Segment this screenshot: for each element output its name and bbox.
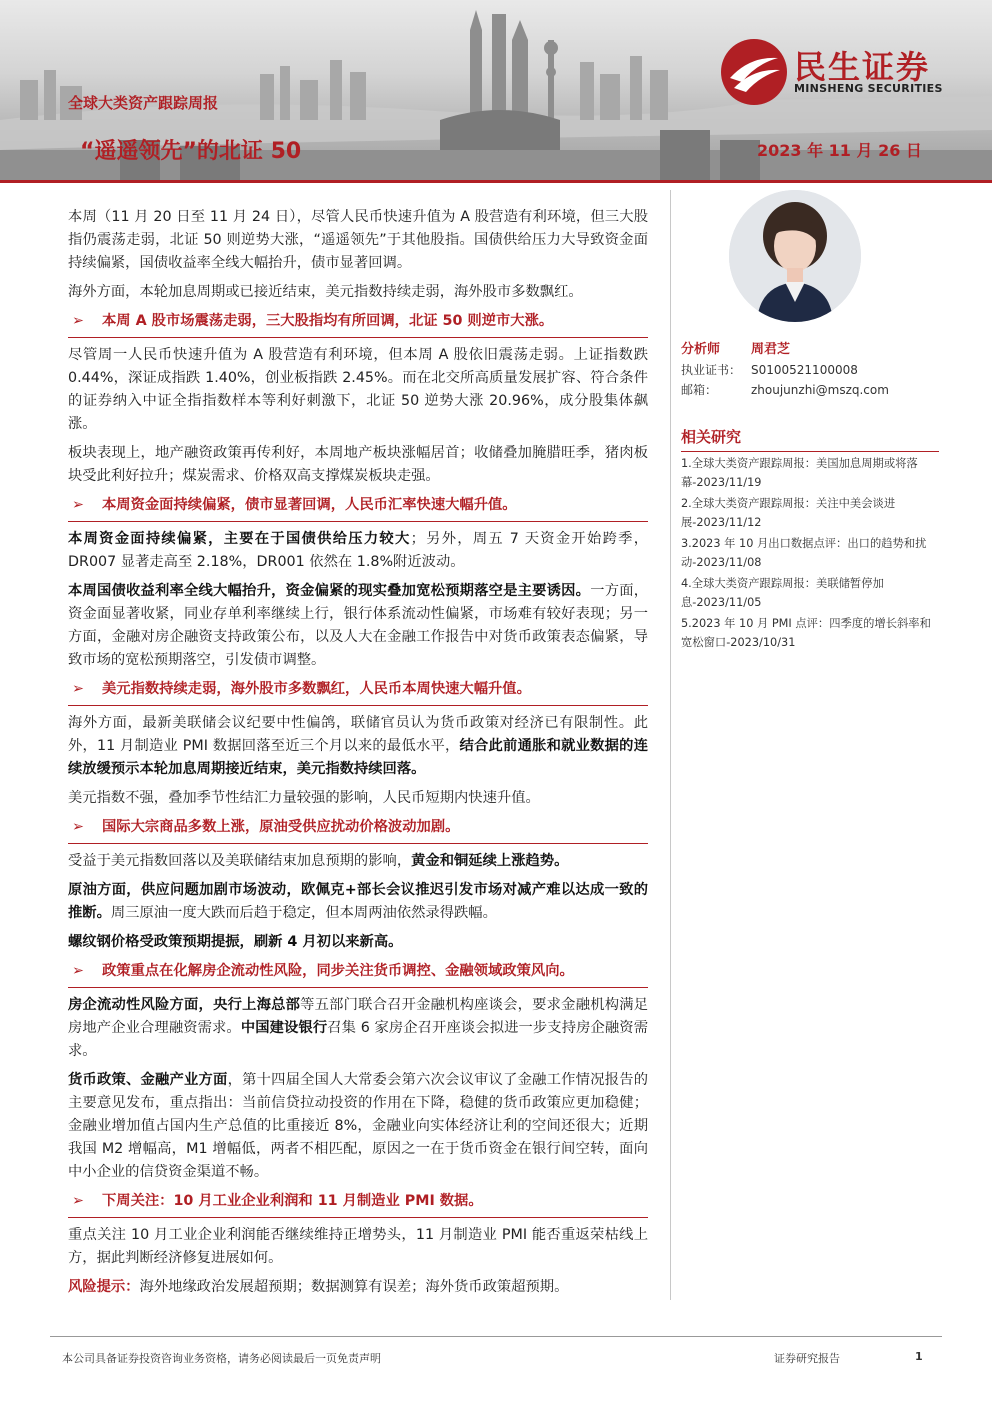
analyst-role-label: 分析师 (681, 342, 721, 357)
body-text: 美元指数不强，叠加季节性结汇力量较强的影响，人民币短期内快速升值。 (68, 790, 540, 806)
body-text: 海外方面，最新美联储会议纪要中性偏鸽，联储官员认为货币政策对经济已有限制性。此外，11 月制造业 PMI 数据回落至近三个月以来的最低水平， (68, 715, 648, 754)
section-paragraph (68, 931, 648, 954)
analyst-email-label: 邮箱： (681, 383, 718, 397)
emphasis-text: 黄金和铜延续上涨趋势。 (411, 853, 569, 869)
emphasis-text: 货币政策、金融产业方面 (68, 1072, 228, 1088)
bullet-arrow-icon: ➢ (72, 497, 84, 513)
bullet-arrow-icon: ➢ (72, 1193, 84, 1209)
report-series: 全球大类资产跟踪周报 (68, 94, 219, 112)
emphasis-text: 原油方面，供应问题加剧市场波动，欧佩克+部长会议推迟引发市场对减产难以达成一致的推断。 (68, 882, 648, 921)
page-number: 1 (915, 1350, 923, 1363)
section-heading (68, 678, 648, 706)
related-research-title: 相关研究 (681, 426, 939, 452)
related-research-item[interactable]: 3.2023 年 10 月出口数据点评：出口的趋势和扰动-2023/11/08 (681, 537, 927, 569)
analyst-email-row (681, 380, 939, 400)
section-heading-text: 下周关注：10 月工业企业利润和 11 月制造业 PMI 数据。 (102, 1193, 483, 1209)
analyst-name-row (681, 340, 939, 360)
emphasis-text: 央行上海总部 (213, 997, 301, 1013)
bullet-arrow-icon: ➢ (72, 963, 84, 979)
section-heading-text: 国际大宗商品多数上涨，原油受供应扰动价格波动加剧。 (102, 819, 460, 835)
body-text: 召集 6 家房企召开座谈会拟进一步支持房企融资需求。 (68, 1020, 649, 1059)
report-date: 2023 年 11 月 26 日 (757, 141, 922, 160)
section-heading (68, 310, 648, 338)
section-paragraph (68, 1224, 648, 1270)
section-heading-text: 政策重点在化解房企流动性风险，同步关注货币调控、金融领域政策风向。 (102, 963, 574, 979)
analyst-cert: S0100521100008 (751, 363, 858, 377)
header-banner (0, 0, 992, 182)
body-text: 受益于美元指数回落以及美联储结束加息预期的影响， (68, 853, 412, 869)
analyst-photo (729, 190, 861, 322)
logo-chinese-name: 民生证券 (794, 48, 931, 86)
body-text: 板块表现上，地产融资政策再传利好，本周地产板块涨幅居首；收储叠加腌腊旺季，猪肉板块受此利好拉升；煤炭需求、价格双高支撑煤炭板块走强。 (68, 445, 648, 484)
bullet-arrow-icon: ➢ (72, 681, 84, 697)
related-research-item[interactable]: 2.全球大类资产跟踪周报：关注中美会谈进展-2023/11/12 (681, 497, 896, 529)
related-research-list (681, 454, 939, 654)
minsheng-logo (720, 38, 970, 104)
footer-report-type: 证券研究报告 (774, 1352, 840, 1365)
risk-warning (68, 1276, 648, 1299)
header-rule (0, 180, 992, 183)
section-heading (68, 960, 648, 988)
body-text: 周三原油一度大跌而后趋于稳定，但本周两油依然录得跌幅。 (110, 905, 497, 921)
risk-label: 风险提示： (68, 1279, 140, 1295)
analyst-email[interactable]: zhoujunzhi@mszq.com (751, 383, 889, 397)
emphasis-text: 中国建设银行 (240, 1020, 328, 1036)
emphasis-text: 结合此前通胀和就业数据的连续放缓预示本轮加息周期接近结束，美元指数持续回落。 (68, 738, 648, 777)
section-paragraph (68, 442, 648, 488)
logo-english-name: MINSHENG SECURITIES (794, 82, 943, 95)
report-title: “遥遥领先”的北证 50 (80, 139, 302, 164)
report-body (68, 206, 648, 1305)
footer-disclaimer: 本公司具备证券投资咨询业务资格，请务必阅读最后一页免责声明 (62, 1352, 381, 1365)
section-paragraph (68, 994, 648, 1063)
related-research-item[interactable]: 4.全球大类资产跟踪周报：美联储暂停加息-2023/11/05 (681, 577, 884, 609)
column-divider (670, 190, 671, 1300)
section-heading (68, 494, 648, 522)
section-paragraph (68, 850, 648, 873)
emphasis-text: 本周国债收益利率全线大幅抬升，资金偏紧的现实叠加宽松预期落空是主要诱因。 (68, 583, 591, 599)
related-research-item[interactable]: 1.全球大类资产跟踪周报：美国加息周期或将落幕-2023/11/19 (681, 457, 918, 489)
body-text: ；另外，周五 7 天资金开始跨季，DR007 显著走高至 2.18%，DR001 依然在 1.8%附近波动。 (68, 531, 649, 570)
emphasis-text: 房企流动性风险方面， (68, 997, 214, 1013)
intro-section (68, 206, 648, 304)
analyst-cert-label: 执业证书： (681, 363, 742, 377)
analyst-info (681, 340, 939, 400)
body-text: 一方面，资金面显著收紧，同业存单利率继续上行，银行体系流动性偏紧，市场难有较好表现；另一方面，金融对房企融资支持政策公布，以及人大在金融工作报告中对货币政策表态偏紧，导致市场的宽松预期落空，引发债市调整。 (68, 583, 648, 668)
section-paragraph (68, 580, 648, 672)
body-text: 尽管周一人民币快速升值为 A 股营造有利环境，但本周 A 股依旧震荡走弱。上证指数跌 0.44%，深证成指跌 1.40%，创业板指跌 2.45%。而在北交所高质量发展扩容、符合条件的证券纳入中证全指指数样本等利好刺激下，北证 50 逆势大涨 20.96%，成分股集体飙涨。 (68, 347, 648, 432)
analyst-portrait-icon (729, 190, 861, 322)
section-heading (68, 1190, 648, 1218)
related-research-item[interactable]: 5.2023 年 10 月 PMI 点评：四季度的增长斜率和宽松窗口-2023/10/31 (681, 617, 931, 649)
minsheng-logo-icon (720, 38, 788, 106)
emphasis-text: 本周资金面持续偏紧，主要在于国债供给压力较大 (68, 531, 411, 547)
emphasis-text: 螺纹钢价格受政策预期提振，刷新 4 月初以来新高。 (68, 934, 403, 950)
bullet-arrow-icon: ➢ (72, 313, 84, 329)
section-heading-text: 本周资金面持续偏紧，债市显著回调，人民币汇率快速大幅升值。 (102, 497, 517, 513)
section-paragraph (68, 344, 648, 436)
section-heading (68, 816, 648, 844)
body-text: 等五部门联合召开金融机构座谈会，要求金融机构满足房地产企业合理融资需求。 (68, 997, 649, 1036)
section-paragraph (68, 712, 648, 781)
intro-paragraph: 本周（11 月 20 日至 11 月 24 日），尽管人民币快速升值为 A 股营造有利环境，但三大股指仍震荡走弱，北证 50 则逆势大涨，“遥遥领先”于其他股指。国债供给压力大导致资金面持续偏紧，国债收益率全线大幅抬升，债市显著回调。 (68, 209, 648, 271)
bullet-arrow-icon: ➢ (72, 819, 84, 835)
body-text: ，第十四届全国人大常委会第六次会议审议了金融工作情况报告的主要意见发布，重点指出：当前信贷拉动投资的作用在下降，稳健的货币政策应更加稳健；金融业增加值占国内生产总值的比重接近 8%，金融业向实体经济让利的空间还很大；近期我国 M2 增幅高，M1 增幅低，两者不相匹配，原因之一在于货币资金在银行间空转，面向中小企业的信贷资金渠道不畅。 (68, 1072, 649, 1180)
body-text: 重点关注 10 月工业企业利润能否继续维持正增势头，11 月制造业 PMI 能否重返荣枯线上方，据此判断经济修复进展如何。 (68, 1227, 648, 1266)
section-heading-text: 本周 A 股市场震荡走弱，三大股指均有所回调，北证 50 则逆市大涨。 (102, 313, 554, 329)
intro-paragraph: 海外方面，本轮加息周期或已接近结束，美元指数持续走弱，海外股市多数飘红。 (68, 284, 583, 300)
section-paragraph (68, 787, 648, 810)
section-paragraph (68, 879, 648, 925)
section-paragraph (68, 1069, 648, 1184)
analyst-name: 周君芝 (751, 342, 791, 357)
footer-rule (50, 1336, 942, 1337)
sections (68, 310, 648, 1270)
section-paragraph (68, 528, 648, 574)
analyst-cert-row (681, 360, 939, 380)
risk-text: 海外地缘政治发展超预期；数据测算有误差；海外货币政策超预期。 (139, 1279, 569, 1295)
section-heading-text: 美元指数持续走弱，海外股市多数飘红，人民币本周快速大幅升值。 (102, 681, 531, 697)
